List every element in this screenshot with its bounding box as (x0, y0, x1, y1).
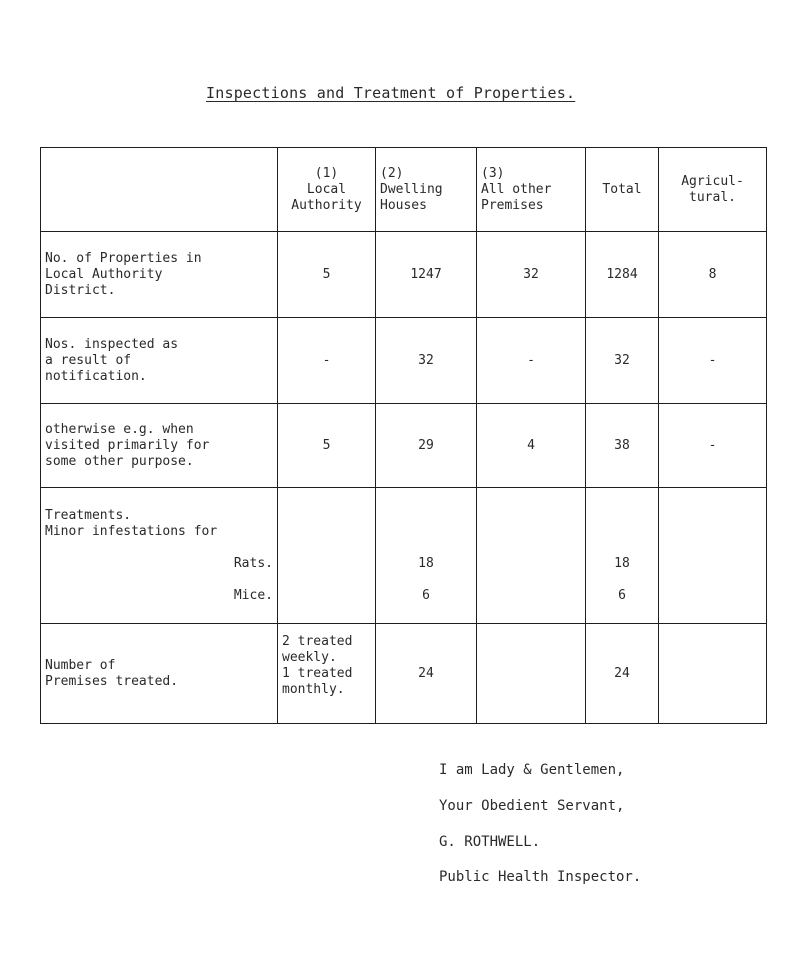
table-row (41, 232, 767, 318)
row-label-mice: Mice. (233, 587, 273, 603)
header-label: Dwelling (380, 181, 443, 197)
table-cell: 32 (376, 318, 477, 404)
row-label-line: Treatments. (45, 507, 132, 523)
header-all-other-premises (477, 148, 586, 232)
table-cell: 38 (586, 404, 659, 488)
table-cell: 32 (586, 318, 659, 404)
header-local-authority (278, 148, 376, 232)
row-label-line: District. (45, 282, 116, 298)
table-row (41, 624, 767, 724)
row-label-rats: Rats. (233, 555, 273, 571)
header-label: Houses (380, 197, 427, 213)
table-cell (659, 624, 767, 724)
header-blank-cell (41, 148, 278, 232)
row-label-line: Premises treated. (45, 673, 179, 689)
header-num: (3) (481, 165, 505, 181)
row-label-premises-treated (41, 624, 278, 724)
table-cell: 32 (477, 232, 586, 318)
row-label-treatments (41, 488, 278, 624)
header-label: tural. (689, 189, 736, 205)
row-label-otherwise (41, 404, 278, 488)
header-label: Agricul- (681, 173, 744, 189)
header-label: Authority (291, 197, 362, 213)
page-title: Inspections and Treatment of Properties. (206, 84, 576, 102)
treatment-schedule-line: 1 treated (282, 666, 353, 681)
table-cell: 1284 (586, 232, 659, 318)
closing-salutation: I am Lady & Gentlemen, (439, 762, 625, 778)
header-row (41, 148, 767, 232)
row-label-line: Minor infestations for (45, 523, 218, 539)
table-cell: - (278, 318, 376, 404)
table-cell (659, 488, 767, 624)
row-label-line: visited primarily for (45, 437, 210, 453)
row-label-line: notification. (45, 368, 147, 384)
treatment-schedule-line: weekly. (282, 650, 337, 665)
row-label-line: otherwise e.g. when (45, 421, 194, 437)
header-total: Total (586, 148, 659, 232)
table-row (41, 318, 767, 404)
table-row (41, 488, 767, 624)
signature-title: Public Health Inspector. (439, 869, 642, 885)
header-agricultural (659, 148, 767, 232)
table-cell (477, 488, 586, 624)
header-dwelling-houses (376, 148, 477, 232)
header-num: (2) (380, 165, 404, 181)
table-cell: 24 (586, 624, 659, 724)
table-cell: - (477, 318, 586, 404)
inspections-table (40, 147, 767, 724)
header-label: Premises (481, 197, 544, 213)
treatment-schedule-line: monthly. (282, 682, 345, 697)
row-label-notification (41, 318, 278, 404)
rats-dwelling-value: 18 (418, 555, 434, 571)
table-cell: 8 (659, 232, 767, 318)
row-label-line: some other purpose. (45, 453, 194, 469)
table-cell: 29 (376, 404, 477, 488)
table-cell: - (659, 404, 767, 488)
row-label-properties (41, 232, 278, 318)
table-cell: 5 (278, 232, 376, 318)
table-cell (376, 488, 477, 624)
table-cell: 24 (376, 624, 477, 724)
treatment-schedule-line: 2 treated (282, 634, 353, 649)
table-cell (278, 624, 376, 724)
table-cell (477, 624, 586, 724)
row-label-line: Nos. inspected as (45, 336, 179, 352)
closing-servant: Your Obedient Servant, (439, 798, 625, 814)
row-label-line: Local Authority (45, 266, 163, 282)
header-label: All other (481, 181, 552, 197)
signature-name: G. ROTHWELL. (439, 834, 541, 850)
table-row (41, 404, 767, 488)
row-label-line: a result of (45, 352, 132, 368)
header-label: Local (306, 181, 347, 197)
table-cell (586, 488, 659, 624)
table-cell: 5 (278, 404, 376, 488)
table-cell: 4 (477, 404, 586, 488)
rats-total-value: 18 (614, 555, 630, 571)
table-cell: - (659, 318, 767, 404)
table-cell (278, 488, 376, 624)
mice-total-value: 6 (618, 587, 626, 603)
mice-dwelling-value: 6 (422, 587, 430, 603)
table-cell: 1247 (376, 232, 477, 318)
row-label-line: No. of Properties in (45, 250, 202, 266)
header-num: (1) (314, 165, 339, 181)
row-label-line: Number of (45, 657, 116, 673)
